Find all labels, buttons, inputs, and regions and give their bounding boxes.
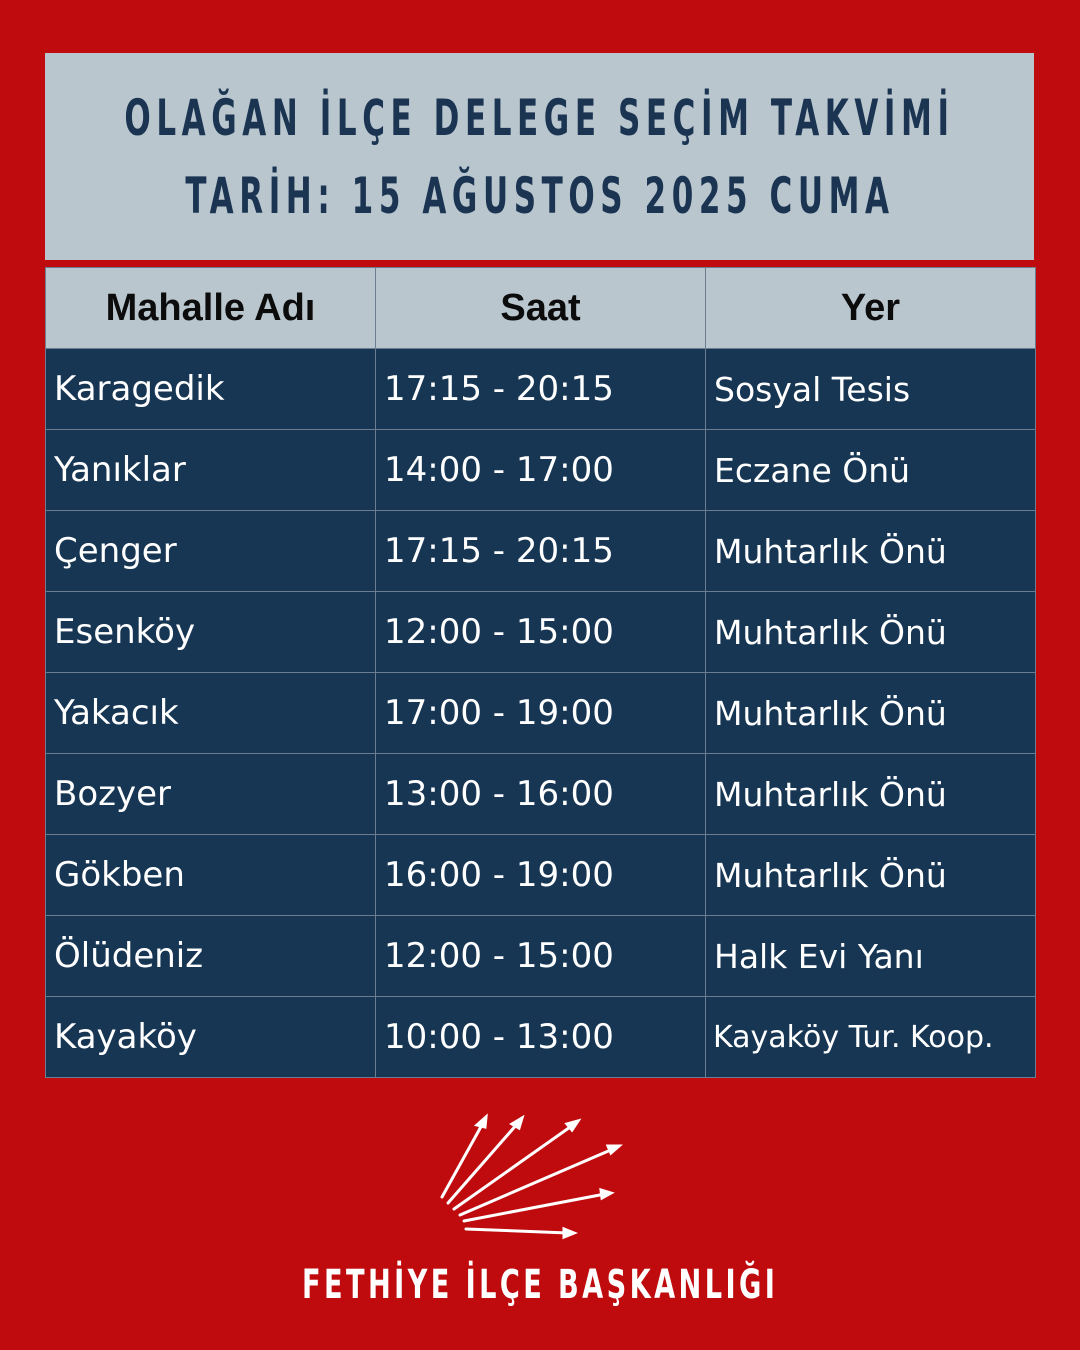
footer bbox=[0, 1262, 1080, 1308]
table-row bbox=[46, 592, 1036, 673]
schedule-table bbox=[45, 267, 1036, 1078]
table-row bbox=[46, 835, 1036, 916]
saat-cell: 17:00 - 19:00 bbox=[376, 673, 706, 754]
table-row bbox=[46, 916, 1036, 997]
table-row bbox=[46, 754, 1036, 835]
yer-cell: Muhtarlık Önü bbox=[706, 754, 1036, 835]
mahalle-cell: Gökben bbox=[46, 835, 376, 916]
saat-cell: 10:00 - 13:00 bbox=[376, 997, 706, 1078]
yer-cell: Halk Evi Yanı bbox=[706, 916, 1036, 997]
mahalle-cell: Çenger bbox=[46, 511, 376, 592]
date-line: TARİH: 15 AĞUSTOS 2025 CUMA bbox=[184, 166, 895, 225]
table-row bbox=[46, 997, 1036, 1078]
page-title: OLAĞAN İLÇE DELEGE SEÇİM TAKVİMİ bbox=[124, 88, 955, 147]
mahalle-cell: Yakacık bbox=[46, 673, 376, 754]
saat-cell: 12:00 - 15:00 bbox=[376, 592, 706, 673]
yer-cell: Kayaköy Tur. Koop. bbox=[706, 997, 1036, 1078]
mahalle-cell: Kayaköy bbox=[46, 997, 376, 1078]
yer-cell: Muhtarlık Önü bbox=[706, 673, 1036, 754]
saat-cell: 12:00 - 15:00 bbox=[376, 916, 706, 997]
mahalle-cell: Esenköy bbox=[46, 592, 376, 673]
table-row bbox=[46, 430, 1036, 511]
table-row bbox=[46, 511, 1036, 592]
table-header-row bbox=[46, 268, 1036, 349]
table-row bbox=[46, 673, 1036, 754]
saat-cell: 17:15 - 20:15 bbox=[376, 349, 706, 430]
saat-cell: 13:00 - 16:00 bbox=[376, 754, 706, 835]
yer-cell: Muhtarlık Önü bbox=[706, 511, 1036, 592]
organization-name: FETHİYE İLÇE BAŞKANLIĞI bbox=[301, 1262, 779, 1308]
yer-cell: Eczane Önü bbox=[706, 430, 1036, 511]
column-header-mahalle: Mahalle Adı bbox=[46, 268, 376, 349]
mahalle-cell: Bozyer bbox=[46, 754, 376, 835]
mahalle-cell: Yanıklar bbox=[46, 430, 376, 511]
saat-cell: 14:00 - 17:00 bbox=[376, 430, 706, 511]
column-header-yer: Yer bbox=[706, 268, 1036, 349]
saat-cell: 17:15 - 20:15 bbox=[376, 511, 706, 592]
yer-cell: Muhtarlık Önü bbox=[706, 835, 1036, 916]
saat-cell: 16:00 - 19:00 bbox=[376, 835, 706, 916]
chp-six-arrows-icon bbox=[430, 1105, 630, 1245]
table-row bbox=[46, 349, 1036, 430]
column-header-saat: Saat bbox=[376, 268, 706, 349]
yer-cell: Sosyal Tesis bbox=[706, 349, 1036, 430]
mahalle-cell: Karagedik bbox=[46, 349, 376, 430]
mahalle-cell: Ölüdeniz bbox=[46, 916, 376, 997]
title-banner bbox=[45, 53, 1034, 260]
yer-cell: Muhtarlık Önü bbox=[706, 592, 1036, 673]
